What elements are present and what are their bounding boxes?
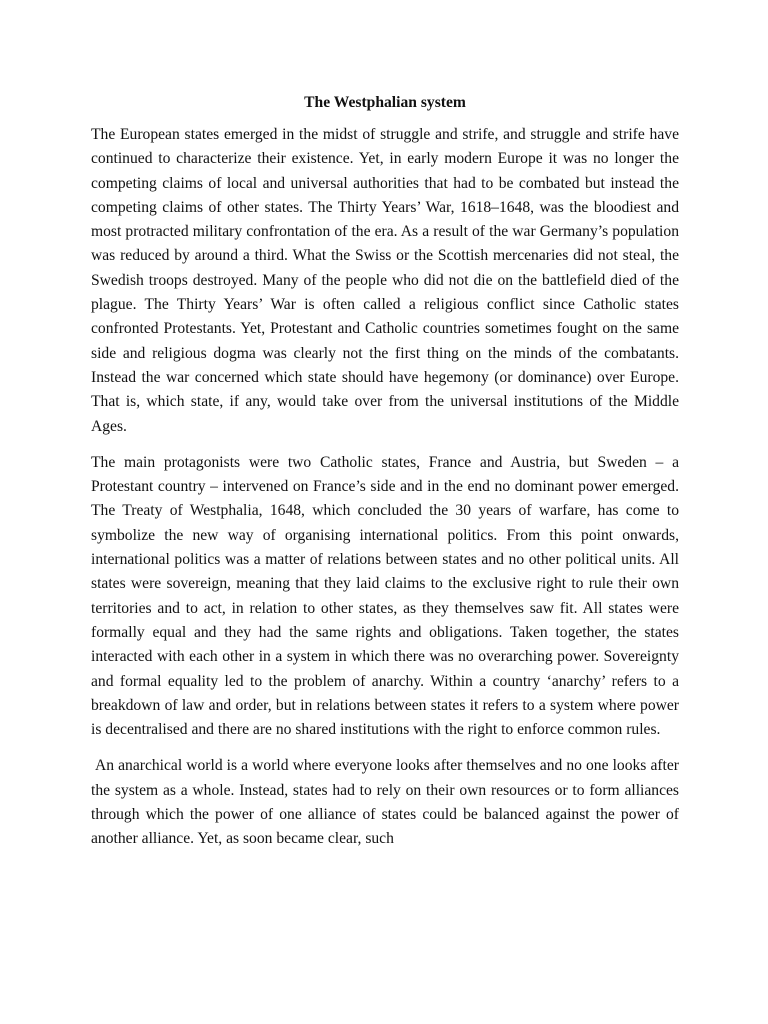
paragraph-thirty-years-war: The European states emerged in the midst of struggle and strife, and struggle and strife have continued to characterize their existence. Yet, in early modern Europe it was no longer the competing claims of local and universal authorities that had to be combated but instead the competing claims of other states. The Thirty Years’ War, 1618–1648, was the bloodiest and most protracted military confrontation of the era. As a result of the war Germany’s population was reduced by around a third. What the Swiss or the Scottish mercenaries did not steal, the Swedish troops destroyed. Many of the people who did not die on the battlefield died of the plague. The Thirty Years’ War is often called a religious conflict since Catholic states confronted Protestants. Yet, Protestant and Catholic countries sometimes fought on the same side and religious dogma was clearly not the first thing on the minds of the combatants. Instead the war concerned which state should have hegemony (or dominance) over Europe. That is, which state, if any, would take over from the universal institutions of the Middle Ages. (91, 126, 679, 435)
paragraph-anarchical-world: An anarchical world is a world where everyone looks after themselves and no one looks after the system as a whole. Instead, states had to rely on their own resources or to form alliances through which the power of one alliance of states could be balanced against the power of another alliance. Yet, as soon became clear, such (91, 757, 679, 848)
paragraph-treaty-of-westphalia: The main protagonists were two Catholic states, France and Austria, but Sweden – a Protestant country – intervened on France’s side and in the end no dominant power emerged. The Treaty of Westphalia, 1648, which concluded the 30 years of warfare, has come to symbolize the new way of organising international politics. From this point onwards, international politics was a matter of relations between states and no other political units. All states were sovereign, meaning that they laid claims to the exclusive right to rule their own territories and to act, in relation to other states, as they themselves saw fit. All states were formally equal and they had the same rights and obligations. Taken together, the states interacted with each other in a system in which there was no overarching power. Sovereignty and formal equality led to the problem of anarchy. Within a country ‘anarchy’ refers to a breakdown of law and order, but in relations between states it refers to a system where power is decentralised and there are no shared institutions with the right to enforce common rules. (91, 453, 679, 739)
document-title: The Westphalian system (304, 94, 466, 111)
document-page (91, 93, 679, 864)
